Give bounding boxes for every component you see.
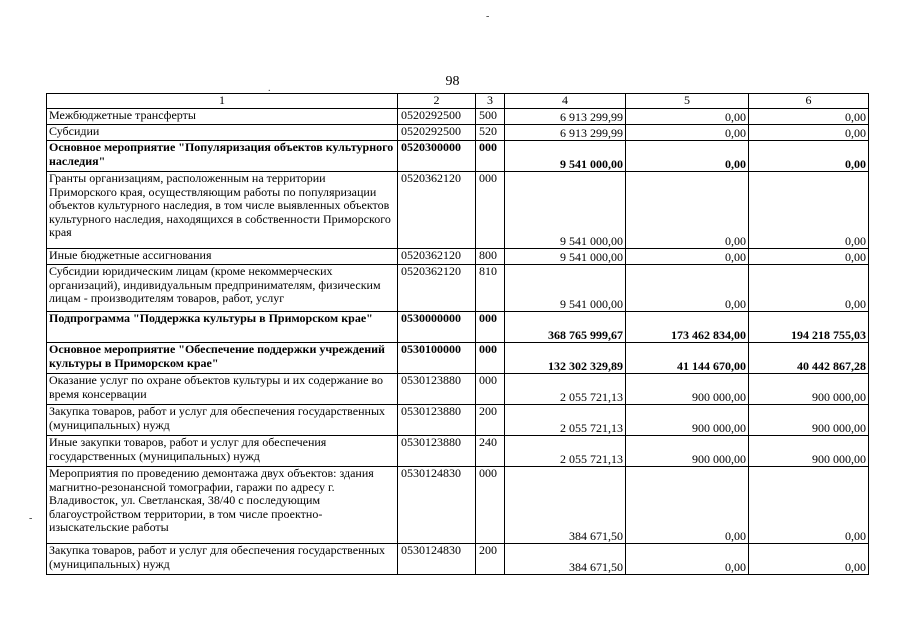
header-col-1: 1 xyxy=(47,94,398,109)
row-value-col6: 40 442 867,28 xyxy=(749,343,869,374)
table-row xyxy=(47,467,869,544)
table-row xyxy=(47,125,869,141)
row-code: 0520300000 xyxy=(398,141,476,172)
row-name: Межбюджетные трансферты xyxy=(47,109,398,125)
table-row xyxy=(47,405,869,436)
row-group: 000 xyxy=(476,374,505,405)
row-value-col6: 0,00 xyxy=(749,249,869,265)
row-value-col6: 900 000,00 xyxy=(749,374,869,405)
scan-mark-header: . xyxy=(268,83,271,94)
table-body xyxy=(47,109,869,575)
row-value-col4: 9 541 000,00 xyxy=(505,249,626,265)
table-row xyxy=(47,249,869,265)
header-col-6: 6 xyxy=(749,94,869,109)
row-value-col5: 0,00 xyxy=(626,141,749,172)
row-value-col6: 0,00 xyxy=(749,141,869,172)
row-value-col4: 9 541 000,00 xyxy=(505,265,626,312)
row-name: Субсидии xyxy=(47,125,398,141)
row-name: Подпрограмма "Поддержка культуры в Приморском крае" xyxy=(47,312,398,343)
row-value-col6: 0,00 xyxy=(749,467,869,544)
row-value-col5: 0,00 xyxy=(626,249,749,265)
row-code: 0520292500 xyxy=(398,125,476,141)
row-value-col6: 0,00 xyxy=(749,265,869,312)
row-group: 810 xyxy=(476,265,505,312)
row-value-col4: 384 671,50 xyxy=(505,544,626,575)
table-row xyxy=(47,374,869,405)
row-name: Основное мероприятие "Обеспечение поддержки учреждений культуры в Приморском крае" xyxy=(47,343,398,374)
row-value-col4: 9 541 000,00 xyxy=(505,172,626,249)
row-value-col4: 9 541 000,00 xyxy=(505,141,626,172)
table-row xyxy=(47,312,869,343)
row-group: 000 xyxy=(476,141,505,172)
scan-mark-top: - xyxy=(486,11,490,22)
row-group: 200 xyxy=(476,544,505,575)
row-group: 000 xyxy=(476,343,505,374)
row-code: 0530000000 xyxy=(398,312,476,343)
header-col-3: 3 xyxy=(476,94,505,109)
row-value-col6: 194 218 755,03 xyxy=(749,312,869,343)
row-value-col5: 900 000,00 xyxy=(626,436,749,467)
row-value-col6: 0,00 xyxy=(749,172,869,249)
row-name: Закупка товаров, работ и услуг для обеспечения государственных (муниципальных) нужд xyxy=(47,405,398,436)
row-code: 0530123880 xyxy=(398,436,476,467)
row-group: 800 xyxy=(476,249,505,265)
row-value-col5: 0,00 xyxy=(626,172,749,249)
row-value-col5: 0,00 xyxy=(626,265,749,312)
row-value-col4: 2 055 721,13 xyxy=(505,405,626,436)
row-group: 000 xyxy=(476,172,505,249)
row-group: 500 xyxy=(476,109,505,125)
row-code: 0520292500 xyxy=(398,109,476,125)
row-name: Иные бюджетные ассигнования xyxy=(47,249,398,265)
header-row xyxy=(47,94,869,109)
header-col-2: 2 xyxy=(398,94,476,109)
row-value-col5: 900 000,00 xyxy=(626,374,749,405)
row-value-col4: 6 913 299,99 xyxy=(505,125,626,141)
row-code: 0520362120 xyxy=(398,265,476,312)
page-number: 98 xyxy=(445,74,460,89)
row-value-col5: 0,00 xyxy=(626,544,749,575)
row-name: Оказание услуг по охране объектов культуры и их содержание во время консервации xyxy=(47,374,398,405)
row-value-col5: 0,00 xyxy=(626,125,749,141)
row-code: 0530123880 xyxy=(398,405,476,436)
row-group: 200 xyxy=(476,405,505,436)
row-value-col4: 368 765 999,67 xyxy=(505,312,626,343)
row-value-col6: 0,00 xyxy=(749,109,869,125)
row-code: 0530124830 xyxy=(398,544,476,575)
table-row xyxy=(47,141,869,172)
table-row xyxy=(47,265,869,312)
row-code: 0530100000 xyxy=(398,343,476,374)
budget-table xyxy=(46,93,869,575)
row-value-col6: 900 000,00 xyxy=(749,405,869,436)
row-name: Гранты организациям, расположенным на территории Приморского края, осуществляющим работы по популяризации объектов культурного наследия, в том числе выявленных объектов культурного наследия, находящихся в собственности Приморского края xyxy=(47,172,398,249)
row-value-col6: 0,00 xyxy=(749,544,869,575)
table-row xyxy=(47,109,869,125)
row-name: Закупка товаров, работ и услуг для обеспечения государственных (муниципальных) нужд xyxy=(47,544,398,575)
row-value-col4: 6 913 299,99 xyxy=(505,109,626,125)
row-value-col5: 0,00 xyxy=(626,109,749,125)
row-group: 520 xyxy=(476,125,505,141)
row-value-col5: 173 462 834,00 xyxy=(626,312,749,343)
row-value-col6: 0,00 xyxy=(749,125,869,141)
scan-mark-left: - xyxy=(29,513,33,524)
table-row xyxy=(47,343,869,374)
table-row xyxy=(47,436,869,467)
row-code: 0530124830 xyxy=(398,467,476,544)
row-value-col5: 0,00 xyxy=(626,467,749,544)
row-name: Субсидии юридическим лицам (кроме некоммерческих организаций), индивидуальным предпринимателям, физическим лицам - производителям товаров, работ, услуг xyxy=(47,265,398,312)
row-value-col5: 41 144 670,00 xyxy=(626,343,749,374)
header-col-4: 4 xyxy=(505,94,626,109)
row-name: Основное мероприятие "Популяризация объектов культурного наследия" xyxy=(47,141,398,172)
row-value-col4: 2 055 721,13 xyxy=(505,436,626,467)
table-row xyxy=(47,544,869,575)
row-value-col4: 132 302 329,89 xyxy=(505,343,626,374)
row-name: Мероприятия по проведению демонтажа двух объектов: здания магнитно-резонансной томографии, гаражи по адресу г. Владивосток, ул. Светланская, 38/40 с последующим благоустройством территории, в том числе проектно-изыскательские работы xyxy=(47,467,398,544)
row-value-col4: 2 055 721,13 xyxy=(505,374,626,405)
row-group: 000 xyxy=(476,312,505,343)
header-col-5: 5 xyxy=(626,94,749,109)
row-value-col5: 900 000,00 xyxy=(626,405,749,436)
row-name: Иные закупки товаров, работ и услуг для обеспечения государственных (муниципальных) нужд xyxy=(47,436,398,467)
row-code: 0520362120 xyxy=(398,172,476,249)
row-group: 000 xyxy=(476,467,505,544)
row-value-col4: 384 671,50 xyxy=(505,467,626,544)
row-value-col6: 900 000,00 xyxy=(749,436,869,467)
row-code: 0530123880 xyxy=(398,374,476,405)
row-group: 240 xyxy=(476,436,505,467)
table-row xyxy=(47,172,869,249)
row-code: 0520362120 xyxy=(398,249,476,265)
